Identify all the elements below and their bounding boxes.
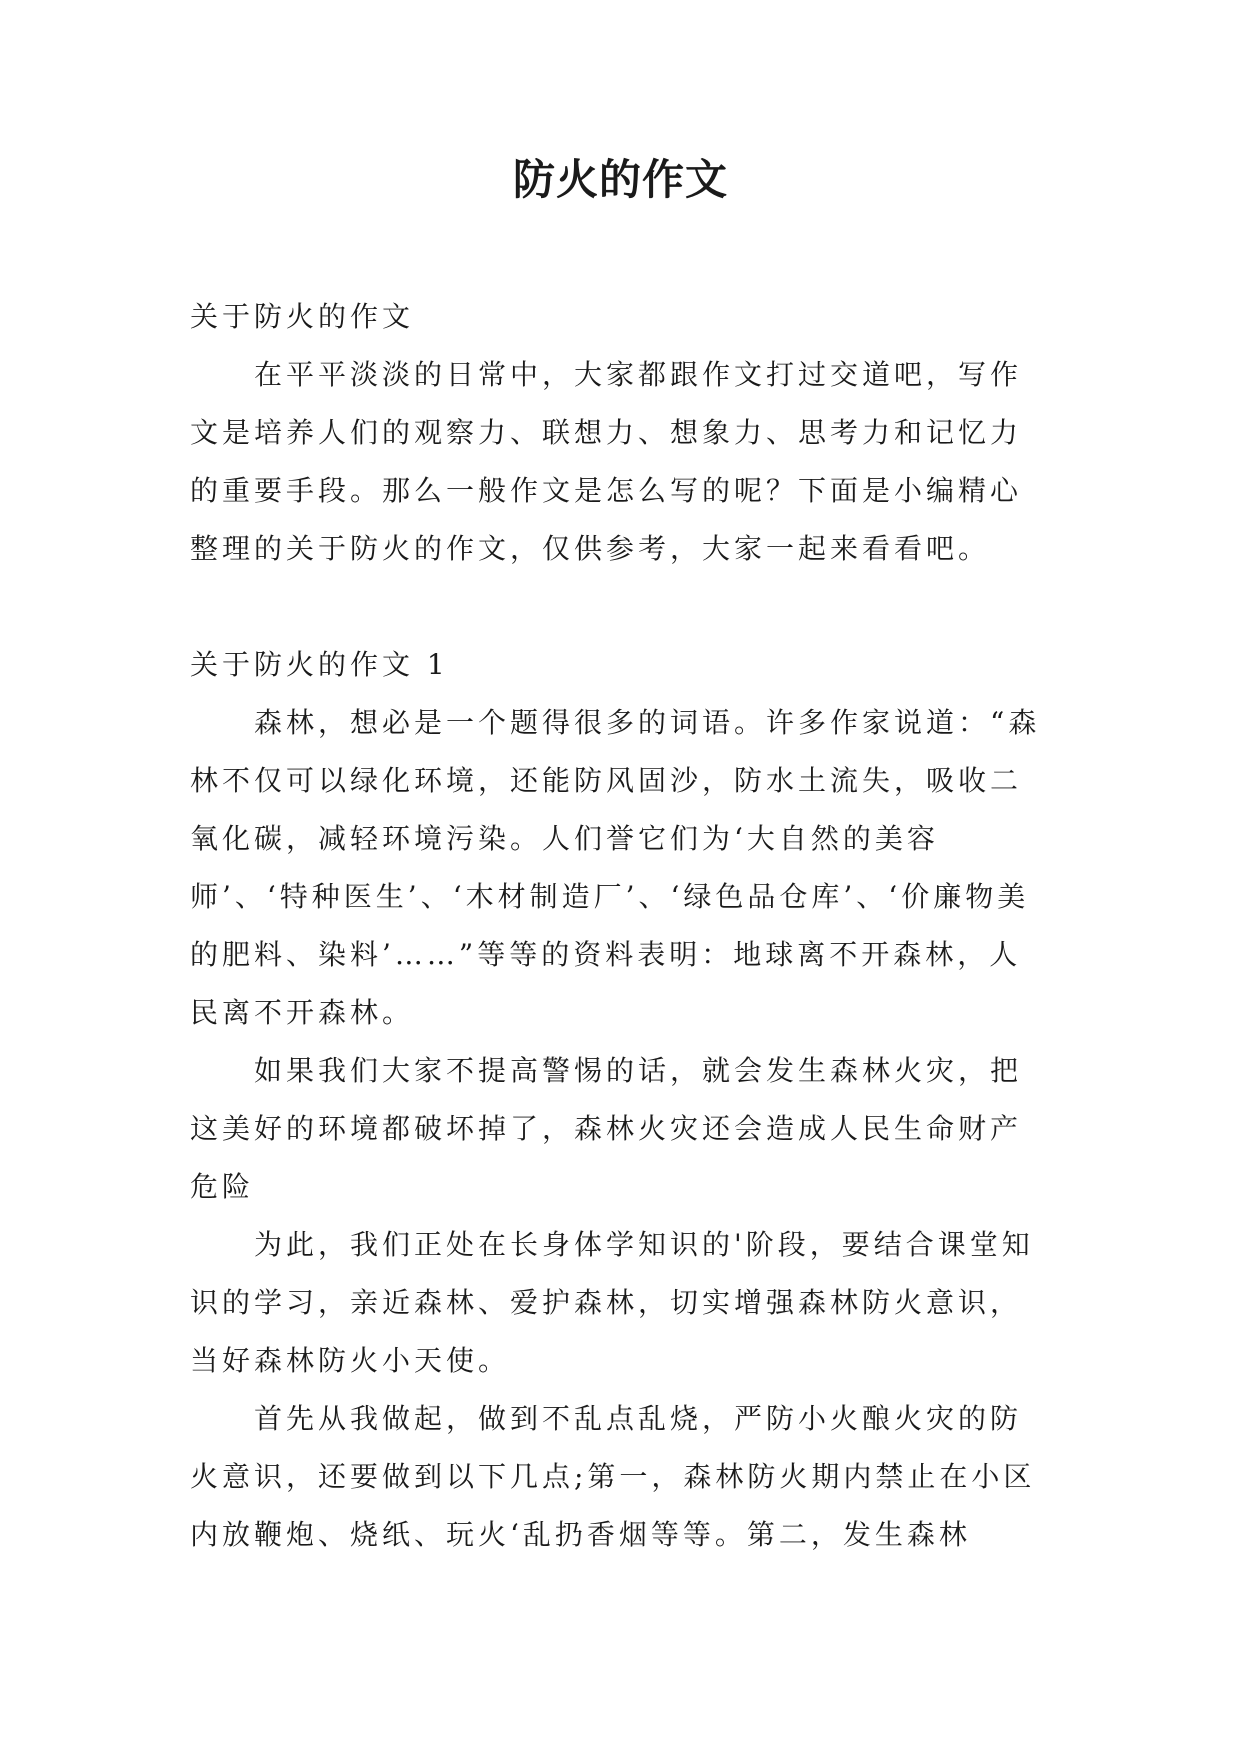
essay-paragraph: 如果我们大家不提高警惕的话，就会发生森林火灾，把这美好的环境都破坏掉了，森林火灾还会造成人民生命财产危险 <box>190 1054 1023 1203</box>
essay-paragraph: 首先从我做起，做到不乱点乱烧，严防小火酿火灾的防火意识，还要做到以下几点;第一，森林防火期内禁止在小区内放鞭炮、烧纸、玩火‘乱扔香烟等等。第二，发生森林 <box>190 1402 1036 1551</box>
intro-paragraph: 在平平淡淡的日常中，大家都跟作文打过交道吧，写作文是培养人们的观察力、联想力、想象力、思考力和记忆力的重要手段。那么一般作文是怎么写的呢？下面是小编精心整理的关于防火的作文，仅供参考，大家一起来看看吧。 <box>190 358 1023 565</box>
document-body <box>190 288 1090 1564</box>
essay-heading: 关于防火的作文 1 <box>190 648 449 681</box>
section-spacer <box>190 578 1090 636</box>
essay-paragraph: 为此，我们正处在长身体学知识的'阶段，要结合课堂知识的学习，亲近森林、爱护森林，切实增强森林防火意识，当好森林防火小天使。 <box>190 1228 1034 1377</box>
intro-heading: 关于防火的作文 <box>190 300 415 333</box>
essay-paragraph: 森林，想必是一个题得很多的词语。许多作家说道：“森林不仅可以绿化环境，还能防风固沙，防水土流失，吸收二氧化碳，减轻环境污染。人们誉它们为‘大自然的美容师’、‘特种医生’、‘木材制造厂’、‘绿色品仓库’、‘价廉物美的肥料、染料’……”等等的资料表明：地球离不开森林，人民离不开森林。 <box>190 706 1041 1029</box>
document-title: 防火的作文 <box>512 155 728 204</box>
